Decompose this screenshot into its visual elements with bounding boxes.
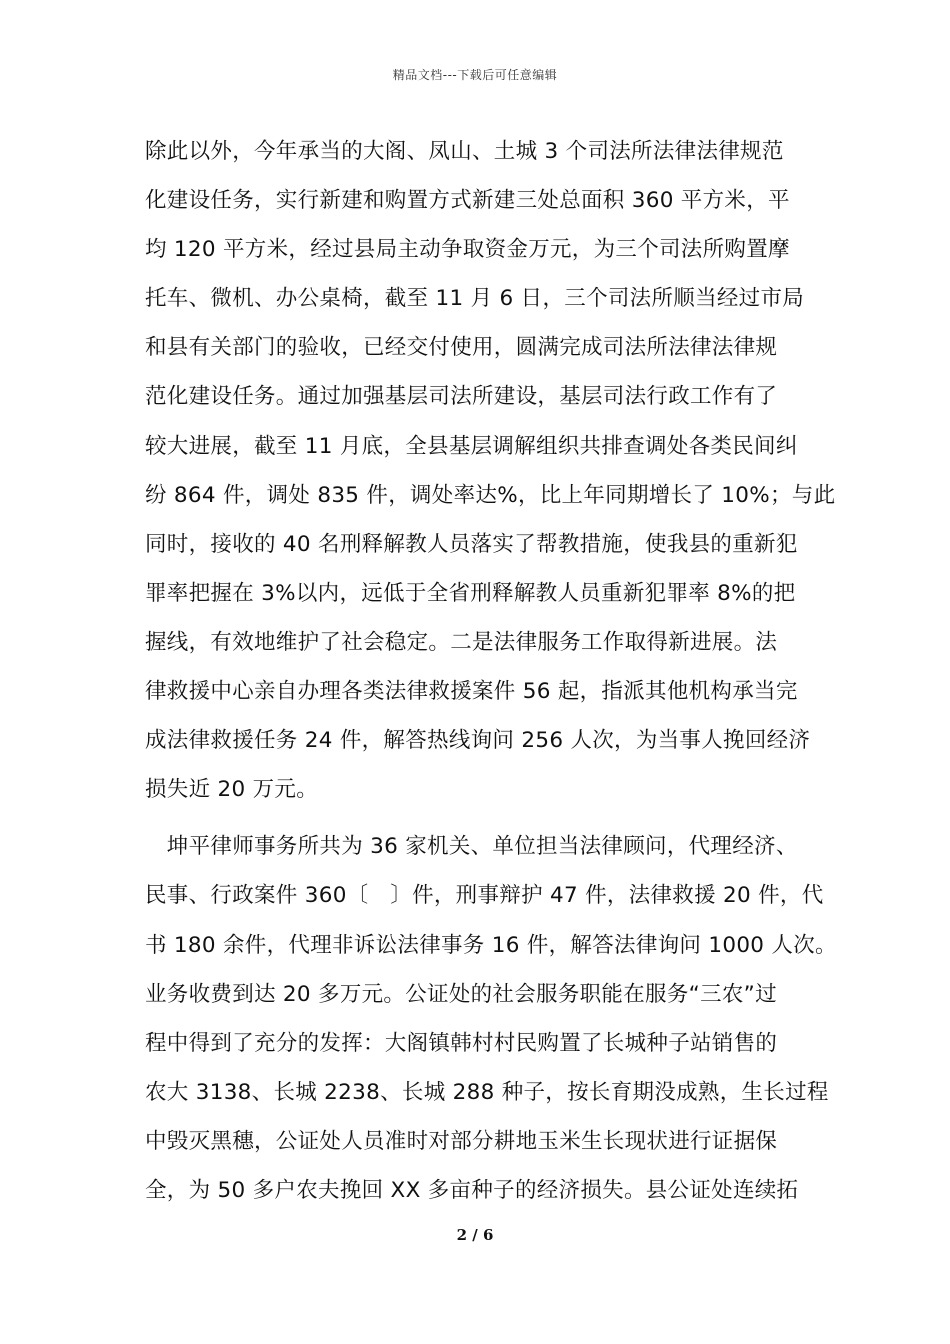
text-line: 同时，接收的 40 名刑释解教人员落实了帮教措施，使我县的重新犯 <box>145 531 798 557</box>
text-line: 程中得到了充分的发挥：大阁镇韩村村民购置了长城种子站销售的 <box>145 1030 778 1056</box>
text-line: 均 120 平方米，经过县局主动争取资金万元，为三个司法所购置摩 <box>145 237 790 263</box>
text-line: 农大 3138、长城 2238、长城 288 种子，按长育期没成熟，生长过程 <box>145 1079 829 1105</box>
text-line: 除此以外，今年承当的大阁、凤山、土城 3 个司法所法律法律规范 <box>145 139 784 164</box>
text-line: 律救援中心亲自办理各类法律救援案件 56 起，指派其他机构承当完 <box>145 679 798 705</box>
page-number: 2 / 6 <box>456 1226 494 1244</box>
page-header: 精品文档---下载后可任意编辑 <box>392 68 558 82</box>
text-line: 范化建设任务。通过加强基层司法所建设，基层司法行政工作有了 <box>145 384 778 410</box>
text-line: 损失近 20 万元。 <box>145 777 319 803</box>
text-line: 较大进展，截至 11 月底，全县基层调解组织共排查调处各类民间纠 <box>145 433 798 459</box>
text-line: 中毁灭黑穗，公证处人员准时对部分耕地玉米生长现状进行证据保 <box>145 1128 778 1154</box>
text-line: 和县有关部门的验收，已经交付使用，圆满完成司法所法律法律规 <box>145 335 778 361</box>
text-line: 罪率把握在 3%以内，远低于全省刑释解教人员重新犯罪率 8%的把 <box>145 580 796 606</box>
text-line: 纷 864 件，调处 835 件，调处率达%，比上年同期增长了 10%；与此 <box>145 482 836 508</box>
document-body <box>145 127 837 1215</box>
paragraph <box>145 822 837 1215</box>
text-line: 全，为 50 多户农夫挽回 XX 多亩种子的经济损失。县公证处连续拓 <box>145 1177 799 1203</box>
text-line: 化建设任务，实行新建和购置方式新建三处总面积 360 平方米，平 <box>145 188 790 214</box>
paragraph <box>145 127 836 814</box>
text-line: 成法律救援任务 24 件，解答热线询问 256 人次，为当事人挽回经济 <box>145 728 811 754</box>
text-line: 坤平律师事务所共为 36 家机关、单位担当法律顾问，代理经济、 <box>145 834 798 860</box>
text-line: 握线，有效地维护了社会稳定。二是法律服务工作取得新进展。法 <box>145 629 778 655</box>
text-line: 托车、微机、办公桌椅，截至 11 月 6 日，三个司法所顺当经过市局 <box>145 286 805 312</box>
text-line: 业务收费到达 20 多万元。公证处的社会服务职能在服务“三农”过 <box>145 981 777 1007</box>
text-line: 书 180 余件，代理非诉讼法律事务 16 件，解答法律询问 1000 人次。 <box>145 932 837 958</box>
text-line: 民事、行政案件 360〔 〕件，刑事辩护 47 件，法律救援 20 件，代 <box>145 883 824 909</box>
paragraph-spacing <box>145 814 815 822</box>
